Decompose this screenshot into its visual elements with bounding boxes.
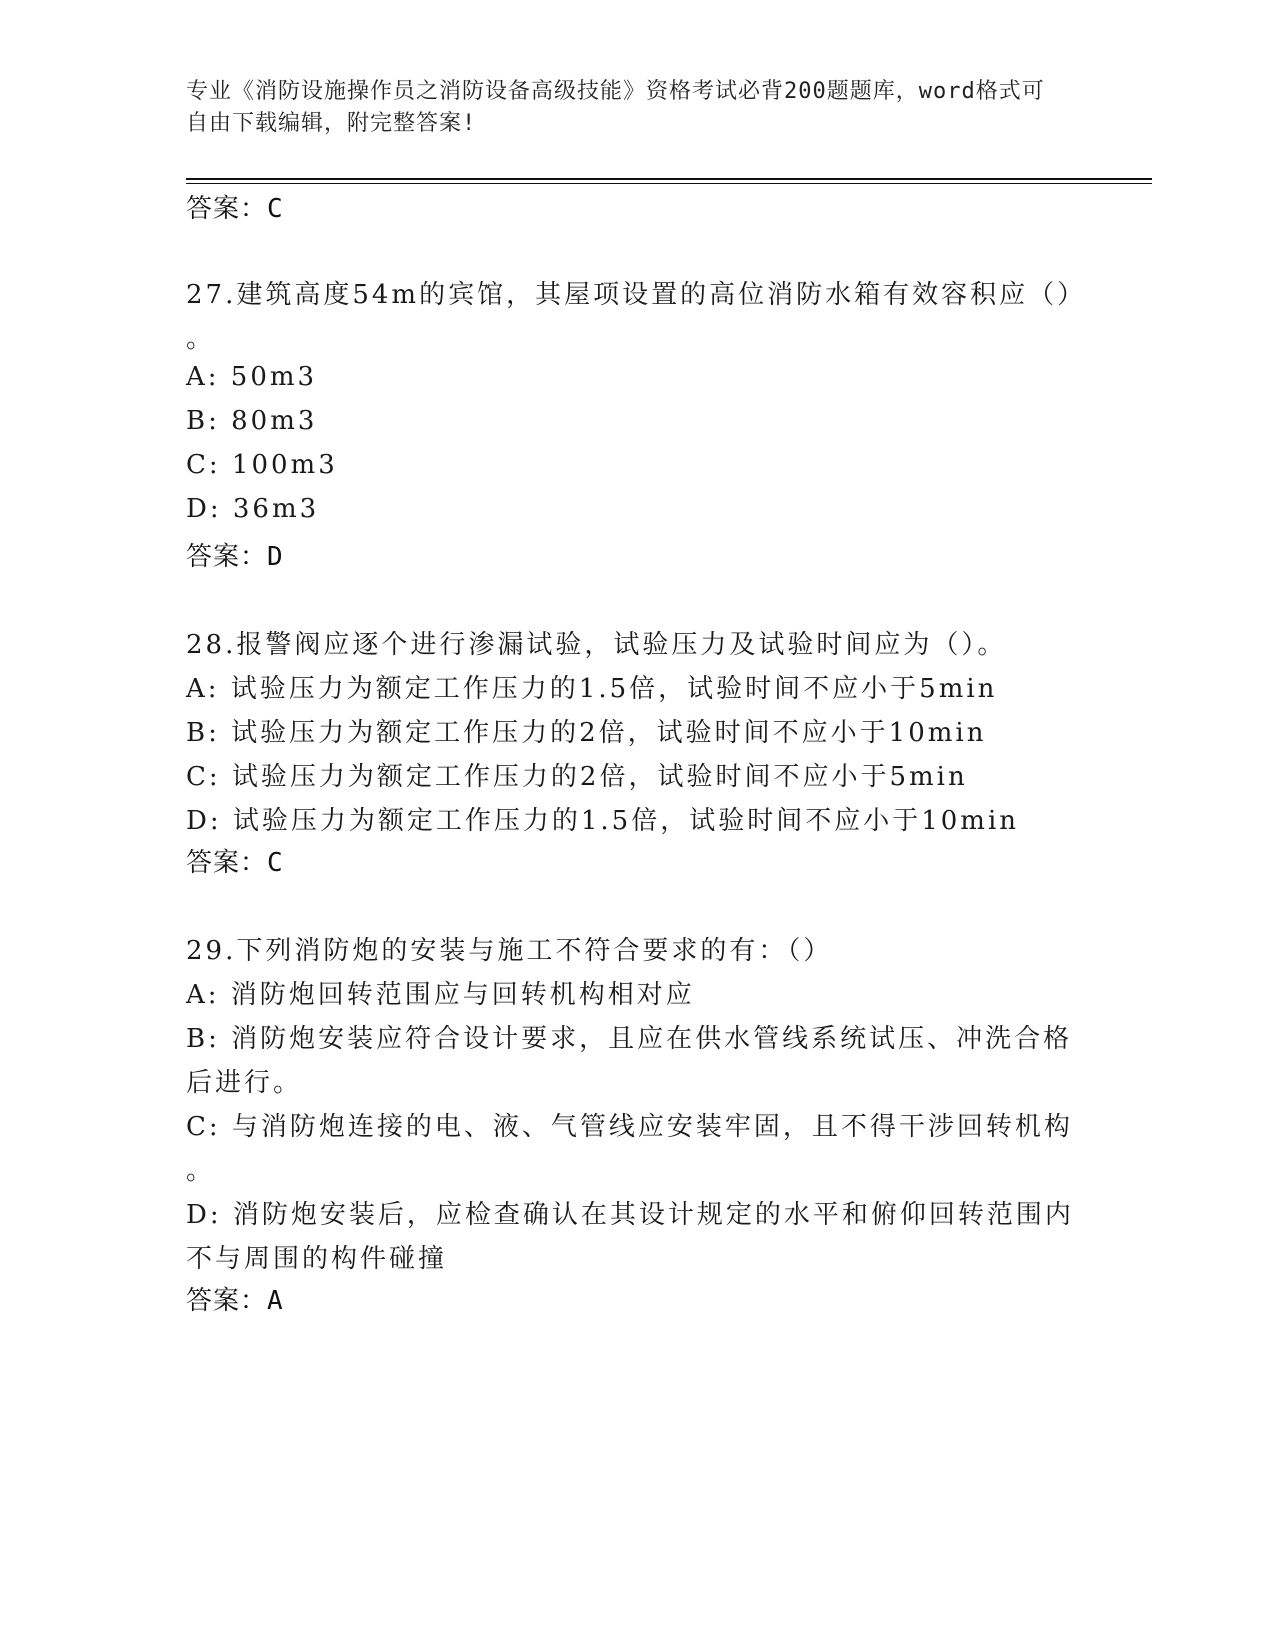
question-29-option-d: D: 消防炮安装后，应检查确认在其设计规定的水平和俯仰回转范围内 bbox=[186, 1200, 1074, 1230]
header-divider-thin bbox=[186, 183, 1152, 184]
previous-answer: 答案：C bbox=[186, 194, 284, 224]
question-28-title: 28.报警阀应逐个进行渗漏试验，试验压力及试验时间应为（）。 bbox=[186, 630, 1007, 660]
question-29-option-c: C: 与消防炮连接的电、液、气管线应安装牢固，且不得干涉回转机构 bbox=[186, 1112, 1073, 1142]
question-29-option-c-continued: 。 bbox=[186, 1156, 216, 1186]
question-28-answer: 答案：C bbox=[186, 848, 284, 878]
document-header: 专业《消防设施操作员之消防设备高级技能》资格考试必背200题题库，word格式可自由下载编辑，附完整答案! bbox=[186, 79, 1045, 136]
question-28-option-b: B: 试验压力为额定工作压力的2倍，试验时间不应小于10min bbox=[186, 718, 987, 748]
question-27-option-a: A: 50m3 bbox=[186, 362, 318, 392]
question-28-option-d: D: 试验压力为额定工作压力的1.5倍，试验时间不应小于10min bbox=[186, 806, 1020, 836]
question-27-title-continued: 。 bbox=[186, 324, 216, 354]
question-29-option-b-continued: 后进行。 bbox=[186, 1068, 303, 1098]
header-divider bbox=[186, 178, 1152, 180]
question-27-option-b: B: 80m3 bbox=[186, 406, 318, 436]
question-29-option-b: B: 消防炮安装应符合设计要求，且应在供水管线系统试压、冲洗合格 bbox=[186, 1024, 1073, 1054]
question-27-option-c: C: 100m3 bbox=[186, 450, 338, 480]
question-29-option-d-continued: 不与周围的构件碰撞 bbox=[186, 1244, 448, 1274]
question-27-option-d: D: 36m3 bbox=[186, 494, 320, 524]
question-28-option-a: A: 试验压力为额定工作压力的1.5倍，试验时间不应小于5min bbox=[186, 674, 998, 704]
question-29-answer: 答案：A bbox=[186, 1286, 284, 1316]
question-27-answer: 答案：D bbox=[186, 542, 284, 572]
question-28-option-c: C: 试验压力为额定工作压力的2倍，试验时间不应小于5min bbox=[186, 762, 968, 792]
question-29-option-a: A: 消防炮回转范围应与回转机构相对应 bbox=[186, 980, 695, 1010]
question-27-title: 27.建筑高度54m的宾馆，其屋项设置的高位消防水箱有效容积应（） bbox=[186, 280, 1087, 310]
question-29-title: 29.下列消防炮的安装与施工不符合要求的有：（） bbox=[186, 936, 833, 966]
